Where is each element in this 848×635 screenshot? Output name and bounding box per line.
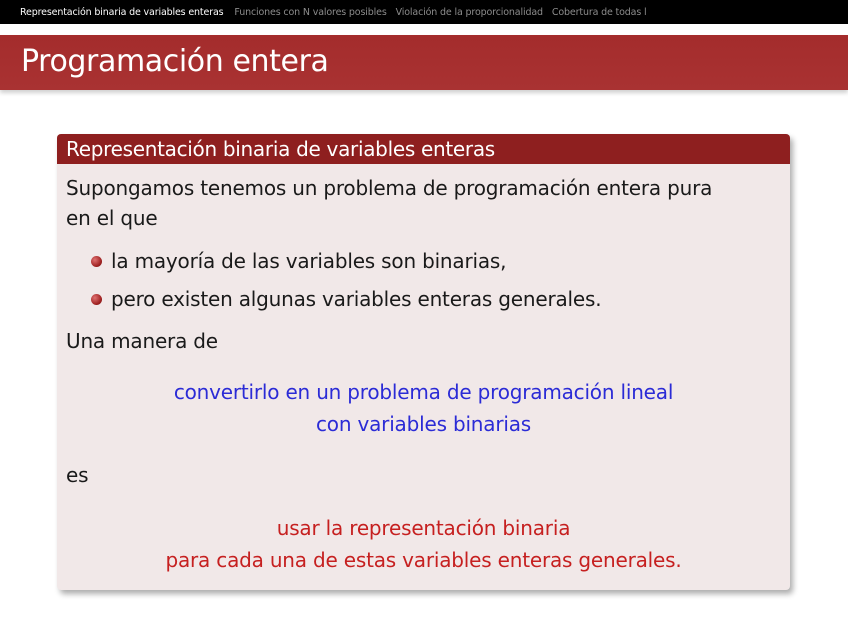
highlight-red-line-2: para cada una de estas variables enteras generales. <box>165 548 682 572</box>
content-block <box>57 134 790 590</box>
intro-line-1: Supongamos tenemos un problema de programación entera pura <box>66 176 713 200</box>
highlight-blue-line-2: con variables binarias <box>316 412 531 436</box>
highlight-red-line-1: usar la representación binaria <box>276 516 571 540</box>
frame-title-bar <box>0 35 848 90</box>
bullet-icon <box>91 294 102 305</box>
list-item <box>66 242 781 280</box>
block-header <box>57 134 790 164</box>
highlight-blue-line-1: convertirlo en un problema de programación lineal <box>173 380 674 404</box>
nav-item-violacion-proporcionalidad[interactable]: Violación de la proporcionalidad <box>395 6 543 18</box>
nav-item-representacion-binaria[interactable]: Representación binaria de variables enteras <box>20 6 224 18</box>
text-es: es <box>66 463 89 487</box>
frame-title: Programación entera <box>21 44 329 79</box>
list-item-text: la mayoría de las variables son binarias, <box>111 249 507 273</box>
nav-item-cobertura[interactable]: Cobertura de todas l <box>551 6 647 18</box>
section-navigation <box>0 0 848 24</box>
bullet-icon <box>91 256 102 267</box>
nav-item-funciones-n-valores[interactable]: Funciones con N valores posibles <box>234 6 387 18</box>
block-title: Representación binaria de variables enteras <box>66 137 495 161</box>
list-item <box>66 280 781 318</box>
bullet-list <box>66 242 781 318</box>
block-body <box>57 164 790 576</box>
intro-line-2: en el que <box>66 206 158 230</box>
list-item-text: pero existen algunas variables enteras generales. <box>111 287 602 311</box>
text-una-manera: Una manera de <box>66 329 218 353</box>
